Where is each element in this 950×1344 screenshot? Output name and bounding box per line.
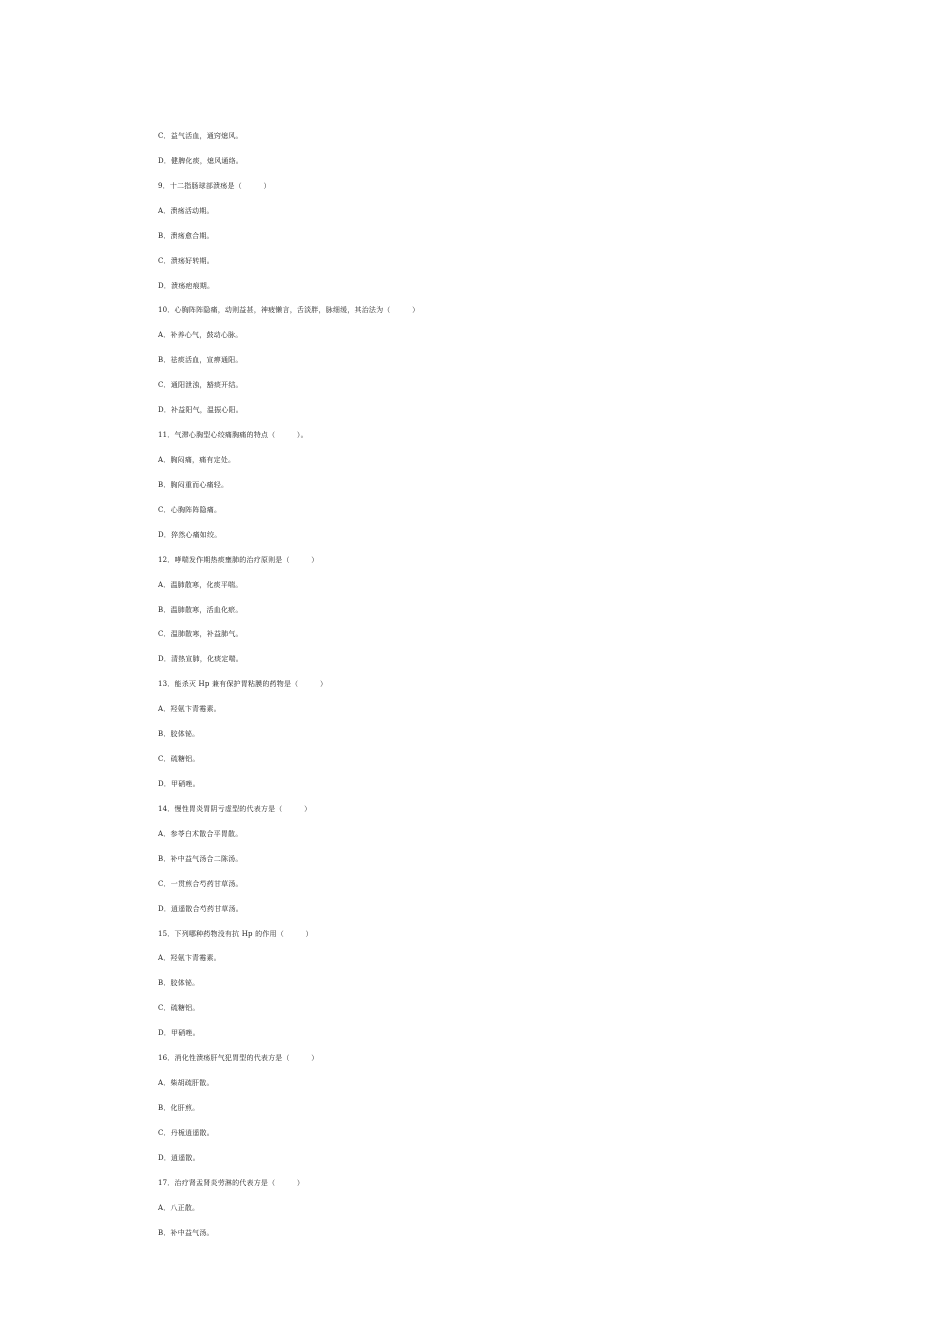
option-line: B．胶体铋。 xyxy=(158,979,200,988)
option-line: B．补中益气汤合二陈汤。 xyxy=(158,854,243,863)
option-line: A．参苓白术散合平胃散。 xyxy=(158,829,243,838)
question-line: 11．气滞心胸型心绞痛胸痛的特点（ ）。 xyxy=(158,431,308,440)
question-line: 9．十二指肠球部溃疡是（ ） xyxy=(158,181,271,190)
option-line: C．益气活血，通窍熄风。 xyxy=(158,132,243,140)
option-line: A．温肺散寒，化痰平喘。 xyxy=(158,580,243,589)
option-line: C．溃疡好转期。 xyxy=(158,256,214,265)
option-line: C．心胸阵阵隐痛。 xyxy=(158,505,222,514)
question-line: 14．慢性胃炎胃阴亏虚型的代表方是（ ） xyxy=(158,804,312,813)
option-line: C．通阳泄浊，豁痰开结。 xyxy=(158,381,243,390)
option-line: D．逍遥散合芍药甘草汤。 xyxy=(158,904,244,913)
question-line: 15．下列哪种药物没有抗 Hp 的作用（ ） xyxy=(158,929,313,938)
option-line: A．八正散。 xyxy=(158,1203,200,1212)
option-line: D．猝然心痛如绞。 xyxy=(158,530,222,539)
option-line: C．丹栀逍遥散。 xyxy=(158,1128,214,1137)
question-list xyxy=(158,129,878,1250)
question-line: 17．治疗肾盂肾炎劳淋的代表方是（ ） xyxy=(158,1178,305,1187)
question-line: 13．能杀灭 Hp 兼有保护胃粘膜的药物是（ ） xyxy=(158,680,328,689)
option-line: C．一贯煎合芍药甘草汤。 xyxy=(158,879,243,888)
option-line: B．补中益气汤。 xyxy=(158,1228,214,1237)
option-line: D．补益阳气，温振心阳。 xyxy=(158,406,244,415)
option-line: B．溃疡愈合期。 xyxy=(158,231,214,240)
option-line: D．甲硝唑。 xyxy=(158,779,200,788)
question-line: 10．心胸阵阵隐痛，动则益甚，神疲懒言，舌淡胖，脉细缓，其治法为（ ） xyxy=(158,306,420,315)
option-line: B．温肺散寒，活血化瘀。 xyxy=(158,605,243,614)
option-line: B．胶体铋。 xyxy=(158,730,200,739)
option-line: A．柴胡疏肝散。 xyxy=(158,1079,214,1088)
option-line: B．化肝煎。 xyxy=(158,1103,200,1112)
option-line: A．溃疡活动期。 xyxy=(158,206,214,215)
option-line: C．硫糖铝。 xyxy=(158,1004,200,1013)
option-line: A．羟氨卞青霉素。 xyxy=(158,705,221,714)
option-line: D．溃疡疤痕期。 xyxy=(158,281,215,290)
option-line: B．胸闷重而心痛轻。 xyxy=(158,480,229,489)
option-line: B．祛痰活血，宣痹通阳。 xyxy=(158,356,243,365)
question-line: 16．消化性溃疡肝气犯胃型的代表方是（ ） xyxy=(158,1054,319,1063)
option-line: D．甲硝唑。 xyxy=(158,1029,200,1038)
option-line: D．逍遥散。 xyxy=(158,1153,200,1162)
option-line: A．羟氨卞青霉素。 xyxy=(158,954,221,963)
option-line: D．清热宣肺，化痰定喘。 xyxy=(158,655,244,664)
option-line: C．硫糖铝。 xyxy=(158,755,200,764)
question-line: 12．哮喘发作期热痰壅肺的治疗原则是（ ） xyxy=(158,555,319,564)
option-line: A．胸闷痛，痛有定处。 xyxy=(158,455,236,464)
option-line: A．补养心气，鼓动心脉。 xyxy=(158,331,243,340)
option-line: C．温肺散寒，补益肺气。 xyxy=(158,630,243,639)
option-line: D．健脾化痰，熄风通络。 xyxy=(158,156,244,165)
